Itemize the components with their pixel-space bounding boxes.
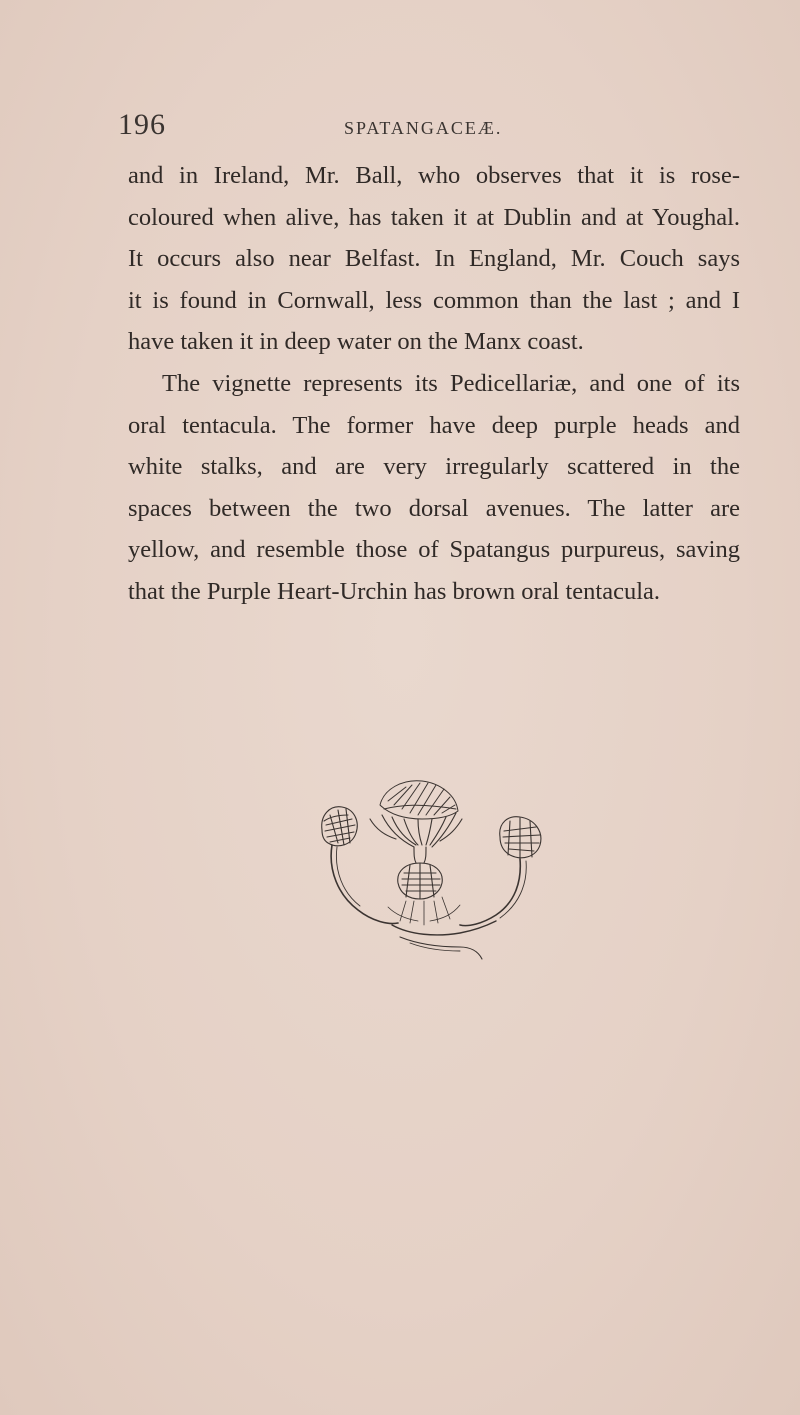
text-line: spaces between the two dorsal avenues. The latter are	[128, 494, 740, 522]
stalk-left	[331, 845, 398, 923]
stalk-bundle-center	[370, 813, 462, 847]
text-line: that the Purple Heart-Urchin has brown oral tentacula.	[128, 577, 661, 605]
oral-tentacle	[398, 847, 443, 899]
text-line: have taken it in deep water on the Manx coast.	[128, 328, 584, 356]
text-line: it is found in Cornwall, less common than the last ; and I	[128, 286, 740, 314]
body-text	[128, 155, 740, 613]
pedicellaria-right-head	[500, 817, 541, 859]
text-line: The vignette represents its Pedicellariæ, and one of its	[162, 369, 740, 397]
text-line: coloured when alive, has taken it at Dublin and at Youghal.	[128, 203, 740, 231]
pedicellaria-left-head	[322, 807, 357, 846]
running-head	[118, 108, 738, 148]
vignette-illustration	[310, 775, 555, 970]
running-title: SPATANGACEÆ.	[344, 118, 503, 138]
page-number: 196	[118, 108, 166, 141]
text-line: and in Ireland, Mr. Ball, who observes that it is rose-	[128, 162, 740, 189]
text-line: It occurs also near Belfast. In England, Mr. Couch says	[128, 245, 740, 273]
stalk-right	[460, 859, 520, 926]
engraving-pedicellariae-and-tentacle-icon	[310, 775, 555, 970]
text-line: yellow, and resemble those of Spatangus purpureus, saving	[128, 536, 740, 564]
text-line: white stalks, and are very irregularly scattered in the	[128, 453, 740, 481]
pedicellaria-top-head	[380, 781, 458, 819]
text-line: oral tentacula. The former have deep purple heads and	[128, 411, 740, 439]
